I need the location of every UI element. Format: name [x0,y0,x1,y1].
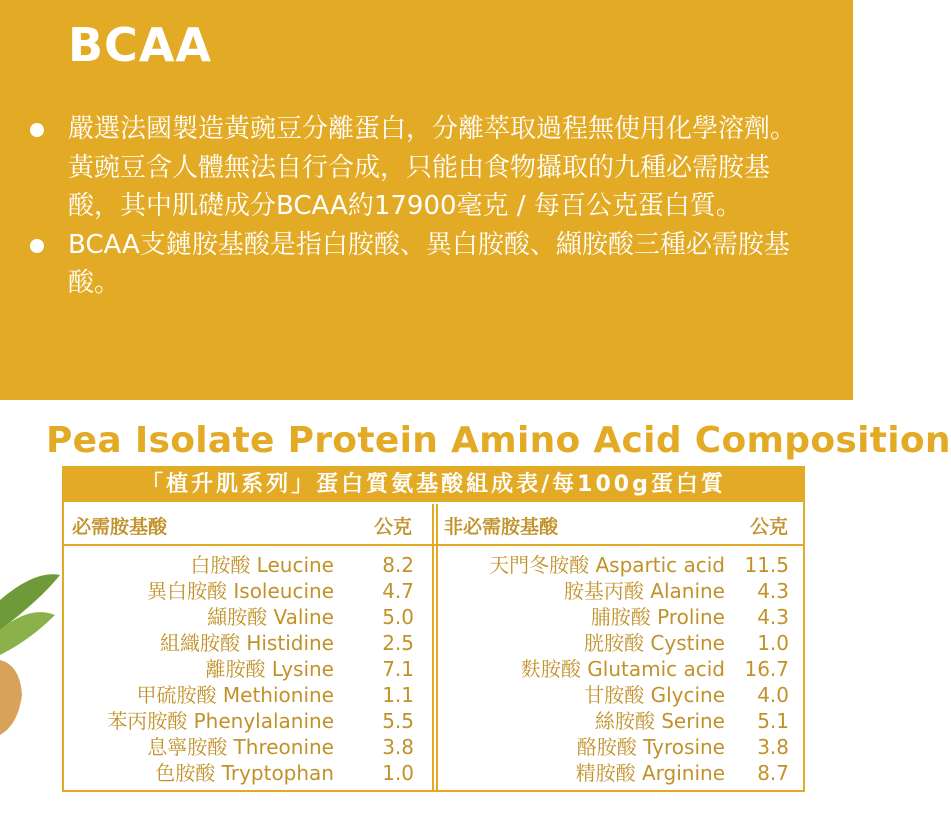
essential-list [64,552,424,786]
amino-acid-value: 16.7 [744,657,789,681]
bullet-dot-icon [30,239,44,253]
amino-acid-name: 甘胺酸 Glycine [584,683,725,707]
yellow-banner [0,0,853,400]
amino-acid-value: 11.5 [744,553,789,577]
amino-acid-name: 麩胺酸 Glutamic acid [520,657,725,681]
amino-acid-table [62,466,805,792]
amino-acid-value: 4.7 [382,579,414,603]
nonessential-unit-label: 公克 [750,516,789,538]
table-row [64,578,424,604]
table-row [64,656,424,682]
amino-acid-name: 甲硫胺酸 Methionine [136,683,334,707]
table-header: 「植升肌系列」蛋白質氨基酸組成表/每100g蛋白質 [64,468,803,502]
leaf-decoration-image [0,560,70,740]
amino-acid-value: 7.1 [382,657,414,681]
table-row [64,708,424,734]
amino-acid-value: 4.3 [757,605,789,629]
table-row [440,760,795,786]
bullet-text: BCAA支鏈胺基酸是指白胺酸、異白胺酸、纈胺酸三種必需胺基酸。 [68,229,790,298]
amino-acid-name: 纈胺酸 Valine [207,605,334,629]
amino-acid-name: 絲胺酸 Serine [594,709,725,733]
bullet-text: 嚴選法國製造黃豌豆分離蛋白，分離萃取過程無使用化學溶劑。黃豌豆含人體無法自行合成，只能由食物攝取的九種必需胺基酸，其中肌礎成分BCAA約17900毫克 / 每百公克蛋白質。 [68,114,797,221]
table-row [440,708,795,734]
amino-acid-name: 苯丙胺酸 Phenylalanine [107,709,334,733]
amino-acid-value: 5.5 [382,709,414,733]
table-row [64,604,424,630]
amino-acid-value: 4.3 [757,579,789,603]
bullet-item [30,110,810,226]
column-divider [432,504,434,790]
table-row [64,760,424,786]
amino-acid-name: 色胺酸 Tryptophan [155,761,334,785]
amino-acid-value: 8.7 [757,761,789,785]
amino-acid-name: 酪胺酸 Tyrosine [576,735,725,759]
amino-acid-value: 4.0 [757,683,789,707]
amino-acid-name: 白胺酸 Leucine [190,553,334,577]
table-row [440,630,795,656]
essential-unit-label: 公克 [374,516,413,538]
amino-acid-value: 1.1 [382,683,414,707]
bullet-dot-icon [30,123,44,137]
amino-acid-value: 5.0 [382,605,414,629]
nonessential-list [440,552,795,786]
table-row [440,578,795,604]
table-row [440,682,795,708]
amino-acid-value: 3.8 [757,735,789,759]
amino-acid-name: 脯胺酸 Proline [590,605,725,629]
section-title: Pea Isolate Protein Amino Acid Composition [46,420,951,461]
amino-acid-name: 組織胺酸 Histidine [159,631,334,655]
amino-acid-name: 離胺酸 Lysine [205,657,334,681]
amino-acid-value: 3.8 [382,735,414,759]
amino-acid-name: 精胺酸 Arginine [575,761,725,785]
amino-acid-value: 1.0 [382,761,414,785]
table-row [64,552,424,578]
column-divider [436,504,438,790]
amino-acid-name: 胱胺酸 Cystine [584,631,725,655]
amino-acid-value: 8.2 [382,553,414,577]
nonessential-column-label: 非必需胺基酸 [444,516,559,538]
banner-title: BCAA [68,18,213,72]
amino-acid-value: 5.1 [757,709,789,733]
amino-acid-value: 1.0 [757,631,789,655]
table-row [440,604,795,630]
table-row [440,552,795,578]
amino-acid-value: 2.5 [382,631,414,655]
amino-acid-name: 息寧胺酸 Threonine [147,735,334,759]
table-row [64,734,424,760]
table-row [440,656,795,682]
amino-acid-name: 天門冬胺酸 Aspartic acid [489,553,725,577]
table-row [64,630,424,656]
amino-acid-name: 胺基丙酸 Alanine [563,579,725,603]
amino-acid-name: 異白胺酸 Isoleucine [147,579,334,603]
bullet-item [30,226,810,303]
bullet-list [30,110,810,303]
table-row [64,682,424,708]
table-row [440,734,795,760]
essential-column-label: 必需胺基酸 [72,516,168,538]
